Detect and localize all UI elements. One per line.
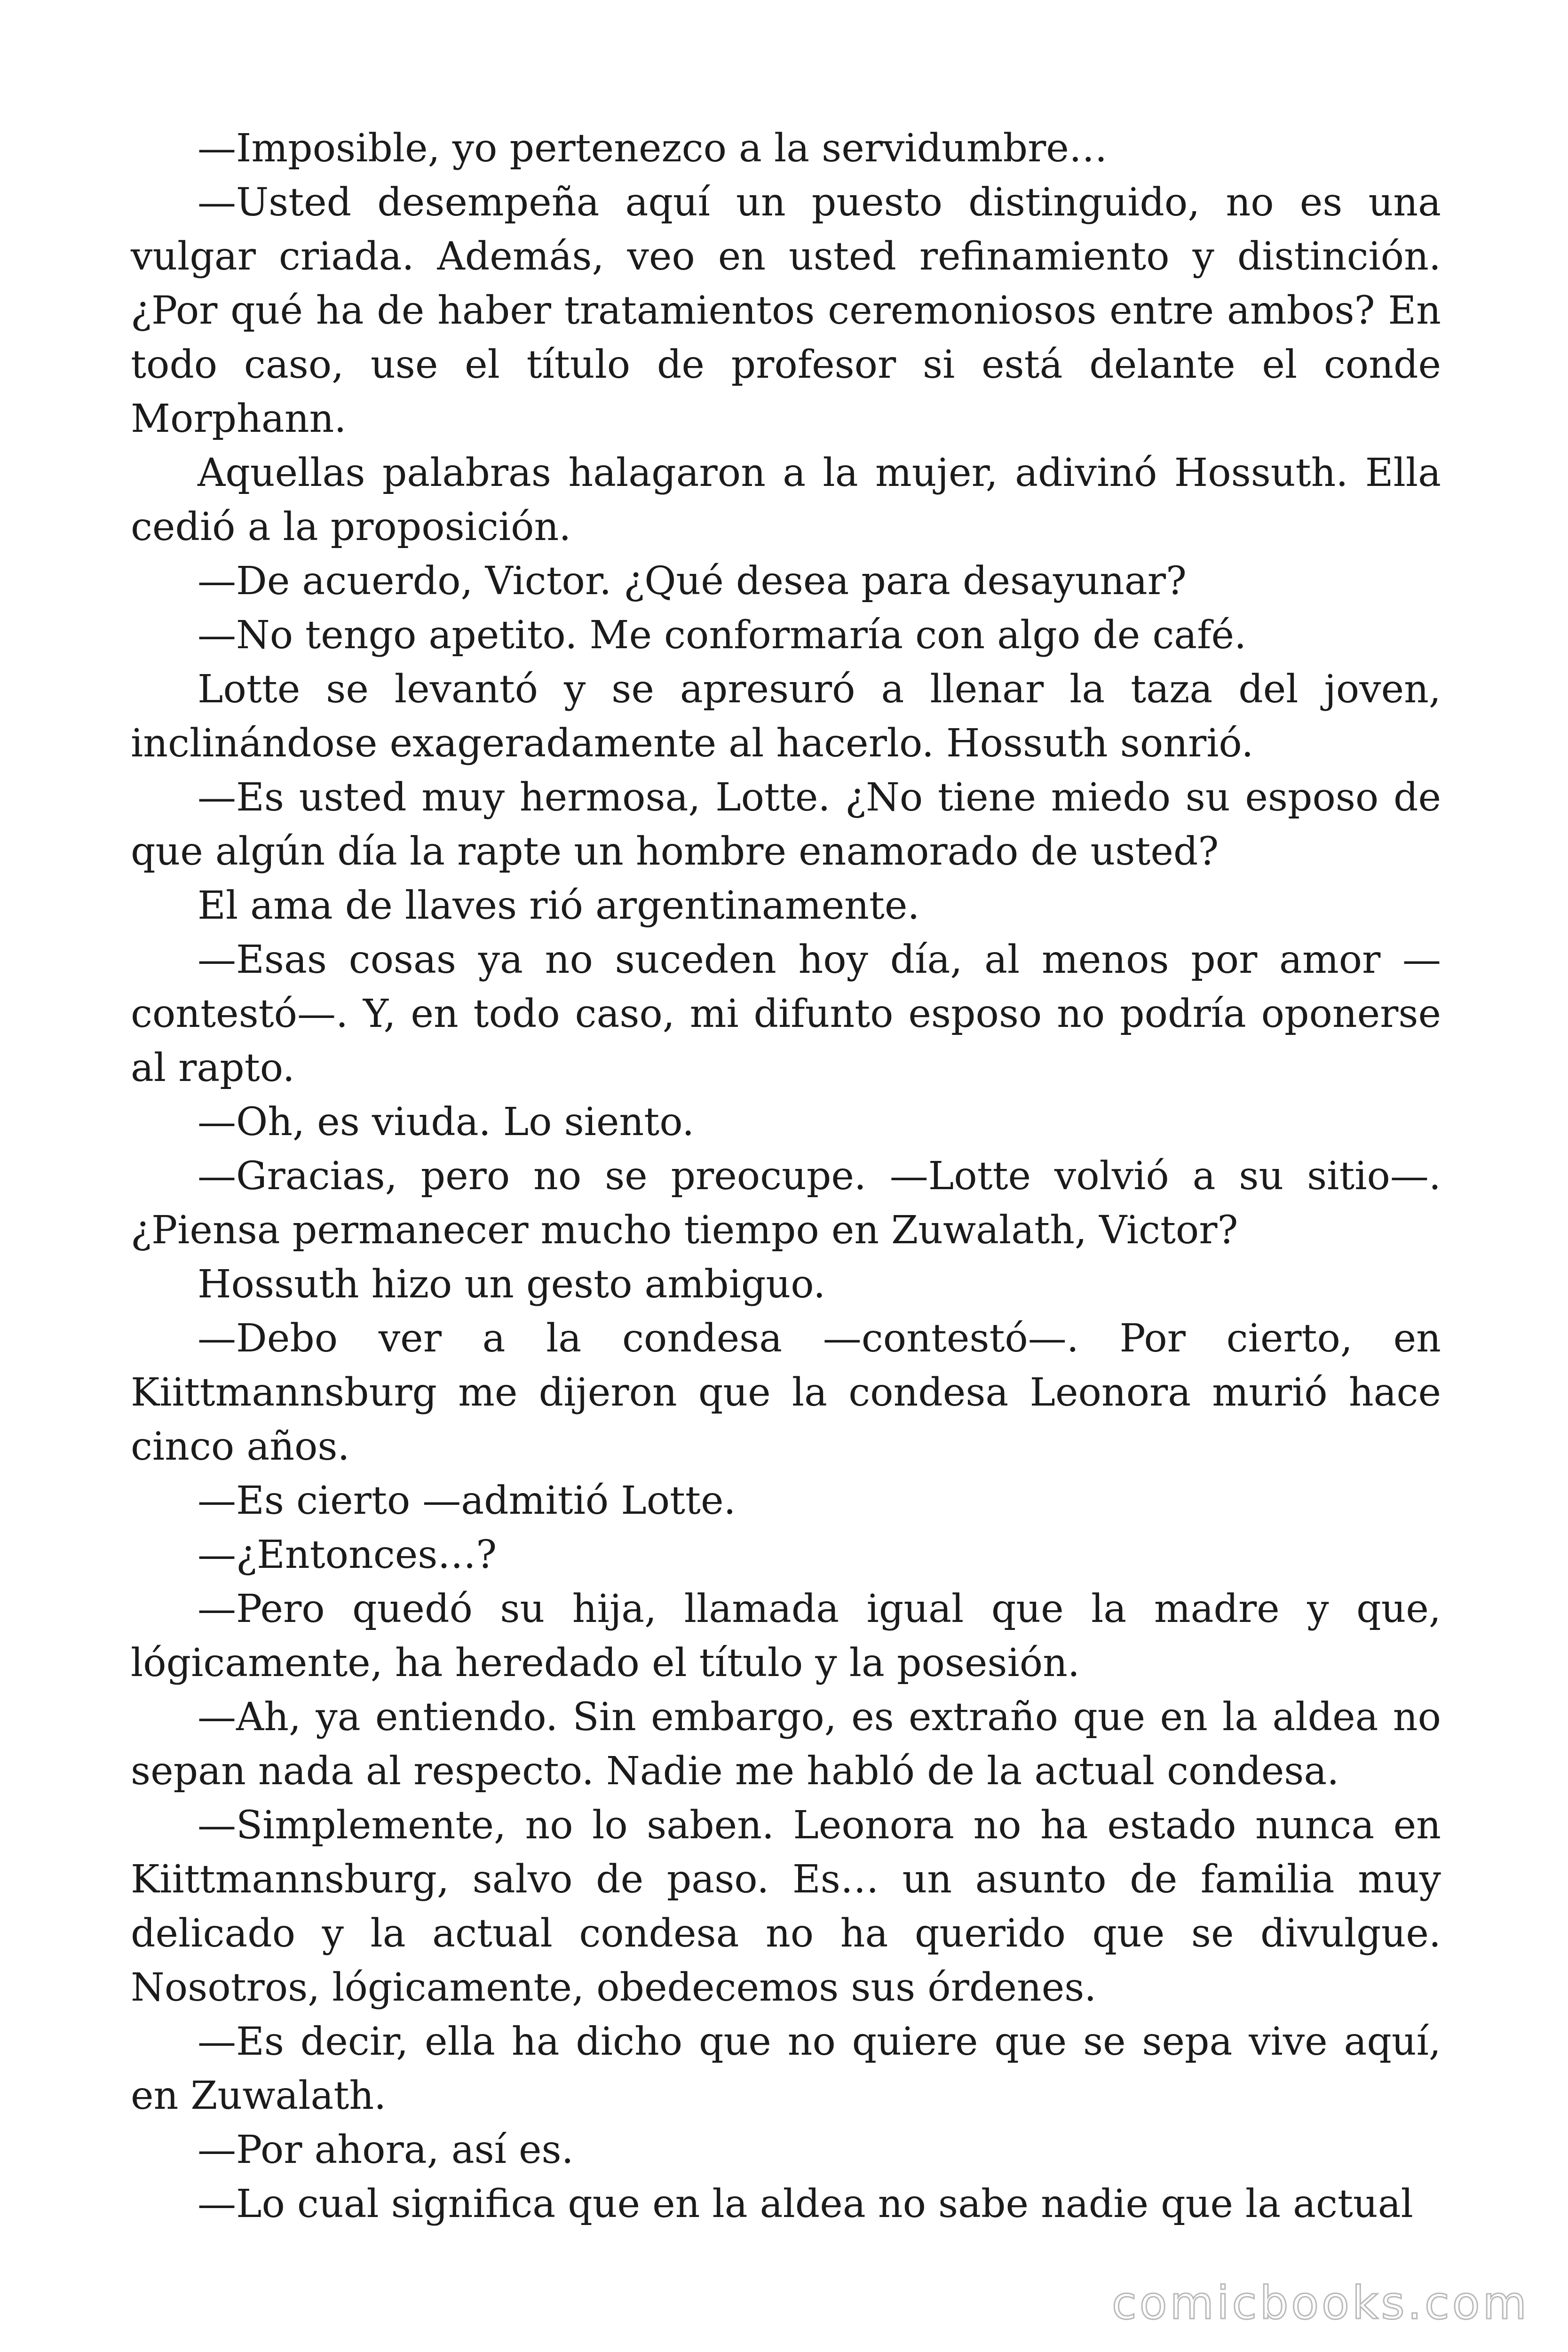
paragraph: —Imposible, yo pertenezco a la servidumbre… bbox=[198, 126, 1108, 171]
paragraph: —No tengo apetito. Me conformaría con algo de café. bbox=[198, 613, 1247, 658]
body-text bbox=[131, 121, 1441, 2231]
paragraph: —Oh, es viuda. Lo siento. bbox=[198, 1100, 695, 1144]
paragraph: —¿Entonces…? bbox=[198, 1533, 497, 1577]
paragraph: Hossuth hizo un gesto ambiguo. bbox=[198, 1262, 826, 1307]
paragraph: —Esas cosas ya no suceden hoy día, al menos por amor —contestó—. Y, en todo caso, mi difunto esposo no podría oponerse al rapto. bbox=[131, 938, 1441, 1090]
paragraph: —Ah, ya entiendo. Sin embargo, es extraño que en la aldea no sepan nada al respecto. Nadie me habló de la actual condesa. bbox=[131, 1695, 1441, 1794]
paragraph: —Gracias, pero no se preocupe. —Lotte volvió a su sitio—. ¿Piensa permanecer mucho tiempo en Zuwalath, Victor? bbox=[131, 1154, 1441, 1253]
watermark: comicbooks.com bbox=[1111, 2277, 1529, 2329]
paragraph: Aquellas palabras halagaron a la mujer, adivinó Hossuth. Ella cedió a la proposición. bbox=[131, 451, 1441, 549]
paragraph: —Pero quedó su hija, llamada igual que la madre y que, lógicamente, ha heredado el título y la posesión. bbox=[131, 1587, 1441, 1685]
paragraph: —De acuerdo, Victor. ¿Qué desea para desayunar? bbox=[198, 559, 1187, 604]
paragraph: Lotte se levantó y se apresuró a llenar la taza del joven, inclinándose exageradamente al hacerlo. Hossuth sonrió. bbox=[131, 667, 1441, 766]
paragraph: El ama de llaves rió argentinamente. bbox=[198, 883, 920, 928]
paragraph: —Lo cual significa que en la aldea no sabe nadie que la actual bbox=[198, 2182, 1413, 2226]
paragraph: —Simplemente, no lo saben. Leonora no ha estado nunca en Kiittmannsburg, salvo de paso. Es… un asunto de familia muy delicado y la actual condesa no ha querido que se divulgue. Nosotros, lógicamente, obedecemos sus órdenes. bbox=[131, 1803, 1441, 2010]
paragraph: —Es usted muy hermosa, Lotte. ¿No tiene miedo su esposo de que algún día la rapte un hombre enamorado de usted? bbox=[131, 775, 1441, 874]
paragraph: —Es decir, ella ha dicho que no quiere que se sepa vive aquí, en Zuwalath. bbox=[131, 2019, 1441, 2118]
paragraph: —Es cierto —admitió Lotte. bbox=[198, 1478, 736, 1523]
paragraph: —Debo ver a la condesa —contestó—. Por cierto, en Kiittmannsburg me dijeron que la condesa Leonora murió hace cinco años. bbox=[131, 1316, 1441, 1469]
paragraph: —Usted desempeña aquí un puesto distinguido, no es una vulgar criada. Además, veo en usted refinamiento y distinción. ¿Por qué ha de haber tratamientos ceremoniosos entre ambos? En todo caso, use el título de profesor si está delante el conde Morphann. bbox=[131, 180, 1441, 441]
paragraph: —Por ahora, así es. bbox=[198, 2128, 574, 2172]
